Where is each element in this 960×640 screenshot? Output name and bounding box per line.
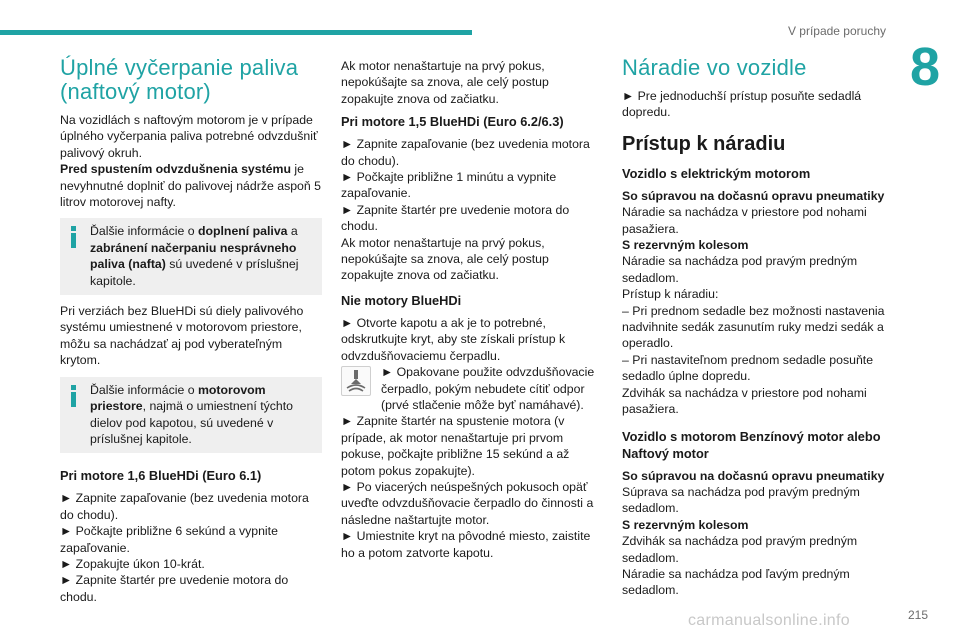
paragraph: Ak motor nenaštartuje na prvý pokus, nepokúšajte sa znova, ale celý postup zopakujte znova od začiatku. [341,235,549,283]
column-3 [622,56,887,599]
column-2 [341,58,604,561]
section-heading-access: Prístup k náradiu [622,132,786,155]
section-heading-tools: Náradie vo vozidle [622,55,807,80]
paragraph: Náradie sa nachádza v priestore pod nohami pasažiera. [622,205,867,236]
paragraph: Náradie sa nachádza pod ľavým predným sedadlom. [622,566,850,598]
paragraph: – Pri nastaviteľnom prednom sedadle posuňte sedadlo úplne dopredu. [622,352,874,384]
step: ► Počkajte približne 6 sekúnd a vypnite zapaľovanie. [60,524,278,555]
step: ► Zapnite štartér pre uvedenie motora do chodu. [341,202,570,234]
step: ► Zapnite štartér na spustenie motora (v prípade, ak motor nenaštartuje pri prvom pokuse, počkajte približne 15 sekúnd a až potom pokus zopakujte). [341,414,570,478]
step: ► Po viacerých neúspešných pokusoch opäť uveďte odvzdušňovacie čerpadlo do činnosti a následne naštartujte motor. [341,479,594,527]
chapter-title: V prípade poruchy [787,24,886,38]
step: ► Pre jednoduchší prístup posuňte sedadlá dopredu. [622,89,862,120]
paragraph: Na vozidlách s naftovým motorom je v prípade úplného vyčerpania paliva potrebné odvzdušniť palivový okruh. [60,113,318,160]
step: ► Zopakujte úkon 10-krát. [60,556,205,571]
info-icon [68,226,79,248]
paragraph: Zdvihák sa nachádza pod pravým predným sedadlom. [622,534,858,565]
subheading: Vozidlo s motorom Benzínový motor alebo Naftový motor [622,428,881,461]
paragraph: Pred spustením odvzdušnenia systému je nevyhnutné doplniť do palivovej nádrže aspoň 5 litrov motorovej nafty. [60,162,321,210]
info-box [60,218,322,295]
bold-label: S rezervným kolesom [622,238,749,253]
paragraph: Zdvihák sa nachádza v priestore pod nohami pasažiera. [622,385,867,417]
info-icon [68,385,79,407]
chapter-number: 8 [909,37,941,97]
step: ► Opakovane použite odvzdušňovacie čerpadlo, pokým nebudete cítiť odpor (prvé stlačenie môže byť namáhavé). [381,365,595,412]
bold-label: So súpravou na dočasnú opravu pneumatiky [622,188,885,203]
column-1 [60,56,322,605]
subheading: Nie motory BlueHDi [341,292,462,308]
paragraph: Náradie sa nachádza pod pravým predným sedadlom. [622,254,858,285]
page-number: 215 [908,608,929,622]
paragraph: Ak motor nenaštartuje na prvý pokus, nepokúšajte sa znova, ale celý postup zopakujte znova od začiatku. [341,59,549,106]
paragraph: Súprava sa nachádza pod pravým predným sedadlom. [622,484,860,516]
paragraph: – Pri prednom sedadle bez možnosti nastavenia nadvihnite sedák zasunutím ruky medzi sedák a operadlo. [622,303,885,351]
watermark: carmanualsonline.info [688,612,850,629]
bold-label: S rezervným kolesom [622,517,749,532]
subheading: Pri motore 1,5 BlueHDi (Euro 6.2/6.3) [341,114,564,130]
pump-step [341,364,604,413]
info-box [60,377,322,454]
step: ► Zapnite zapaľovanie (bez uvedenia motora do chodu). [341,137,590,168]
paragraph: Prístup k náradiu: [622,287,719,302]
step: ► Zapnite štartér pre uvedenie motora do chodu. [60,573,289,604]
section-heading-fuel: Úplné vyčerpanie paliva (naftový motor) [60,55,299,104]
subheading: Pri motore 1,6 BlueHDi (Euro 6.1) [60,468,262,484]
info-text: Ďalšie informácie o doplnení paliva a zabránení načerpaniu nesprávneho paliva (nafta) sú uvedené v príslušnej kapitole. [90,224,299,288]
step: ► Počkajte približne 1 minútu a vypnite zapaľovanie. [341,170,557,201]
info-text: Ďalšie informácie o motorovom priestore, najmä o umiestnení týchto dielov pod kapotou, sú uvedené v príslušnej kapitole. [90,382,293,446]
step: ► Umiestnite kryt na pôvodné miesto, zaistite ho a potom zatvorte kapotu. [341,529,591,560]
step: ► Zapnite zapaľovanie (bez uvedenia motora do chodu). [60,491,309,522]
header-accent-bar [0,30,472,35]
fuel-pump-icon [341,366,371,396]
bold-label: So súpravou na dočasnú opravu pneumatiky [622,468,885,483]
paragraph: Pri verziách bez BlueHDi sú diely palivového systému umiestnené v motorovom priestore, môžu sa nachádzať aj pod vyberateľným krytom. [60,304,304,368]
step: ► Otvorte kapotu a ak je to potrebné, odskrutkujte kryt, aby ste získali prístup k odvzdušňovaciemu čerpadlu. [341,315,566,363]
subheading: Vozidlo s elektrickým motorom [622,165,811,181]
